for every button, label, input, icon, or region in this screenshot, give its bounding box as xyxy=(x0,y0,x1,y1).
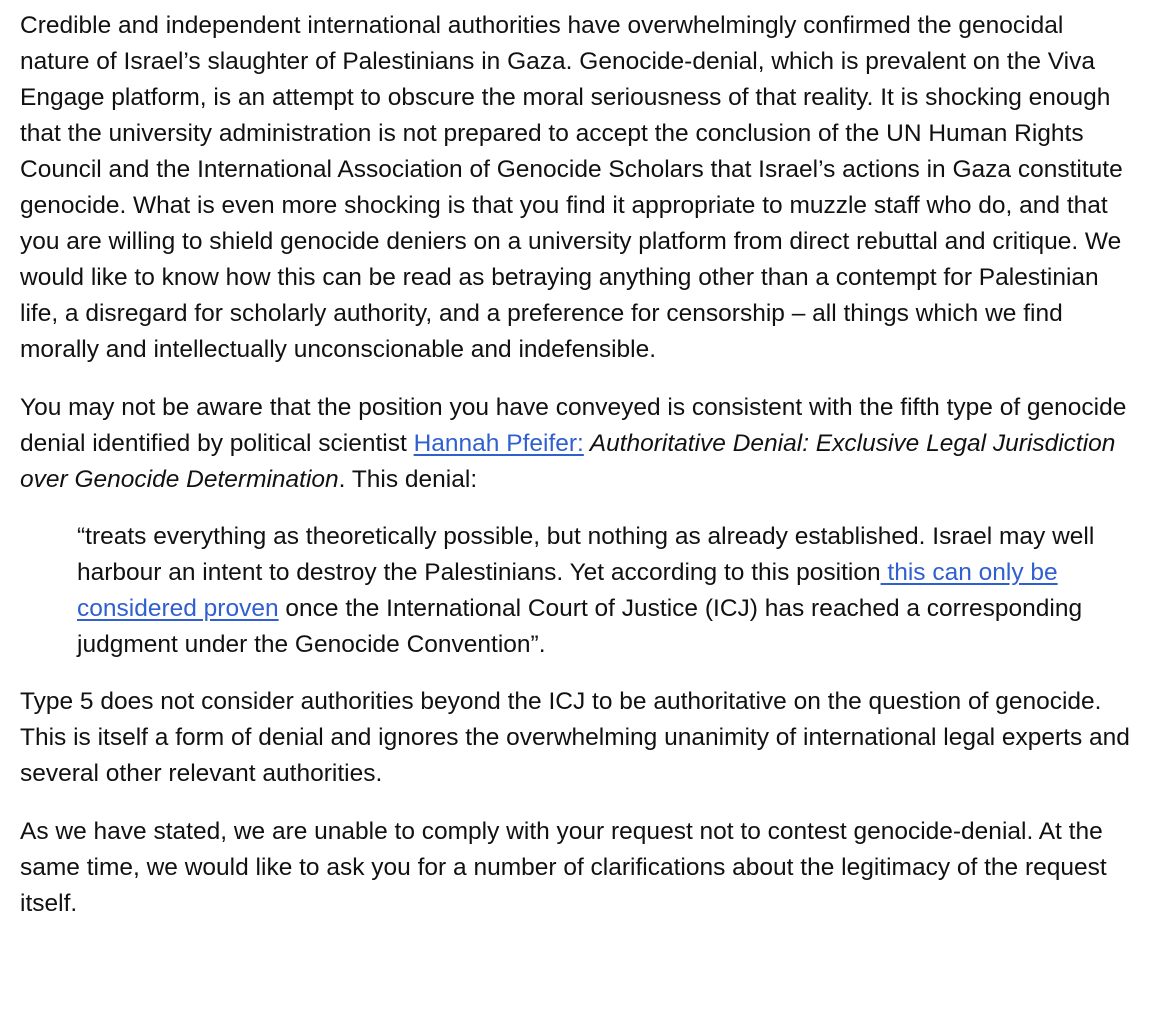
quote-text: “treats everything as theoretically possible, but nothing as already established. Israel may well harbour an intent to destroy the Palestinians. Yet according to this position xyxy=(77,523,1095,586)
proven-link[interactable]: this can only be considered proven xyxy=(77,559,1058,622)
paragraph-2 xyxy=(20,390,1136,498)
hannah-pfeifer-link[interactable]: Hannah Pfeifer: xyxy=(413,430,584,457)
article-title: Authoritative Denial: Exclusive Legal Jurisdiction over Genocide Determination xyxy=(20,430,1116,493)
block-quote xyxy=(77,519,1136,663)
paragraph-2-ending: . This denial: xyxy=(338,466,478,493)
paragraph-2-text: You may not be aware that the position you have conveyed is consistent with the fifth type of genocide denial identified by political scientist xyxy=(20,394,1127,457)
paragraph-3: Type 5 does not consider authorities beyond the ICJ to be authoritative on the question of genocide. This is itself a form of denial and ignores the overwhelming unanimity of international legal experts and several other relevant authorities. xyxy=(20,688,1130,787)
quote-ending: once the International Court of Justice (ICJ) has reached a corresponding judgment under the Genocide Convention”. xyxy=(77,595,1083,658)
paragraph-4: As we have stated, we are unable to comply with your request not to contest genocide-denial. At the same time, we would like to ask you for a number of clarifications about the legitimacy of the request itself. xyxy=(20,818,1107,917)
paragraph-1: Credible and independent international authorities have overwhelmingly confirmed the genocidal nature of Israel’s slaughter of Palestinians in Gaza. Genocide-denial, which is prevalent on the Viva Engage platform, is an attempt to obscure the moral seriousness of that reality. It is shocking enough that the university administration is not prepared to accept the conclusion of the UN Human Rights Council and the International Association of Genocide Scholars that Israel’s actions in Gaza constitute genocide. What is even more shocking is that you find it appropriate to muzzle staff who do, and that you are willing to shield genocide deniers on a university platform from direct rebuttal and critique. We would like to know how this can be read as betraying anything other than a contempt for Palestinian life, a disregard for scholarly authority, and a preference for censorship – all things which we find morally and intellectually unconscionable and indefensible. xyxy=(20,12,1123,363)
